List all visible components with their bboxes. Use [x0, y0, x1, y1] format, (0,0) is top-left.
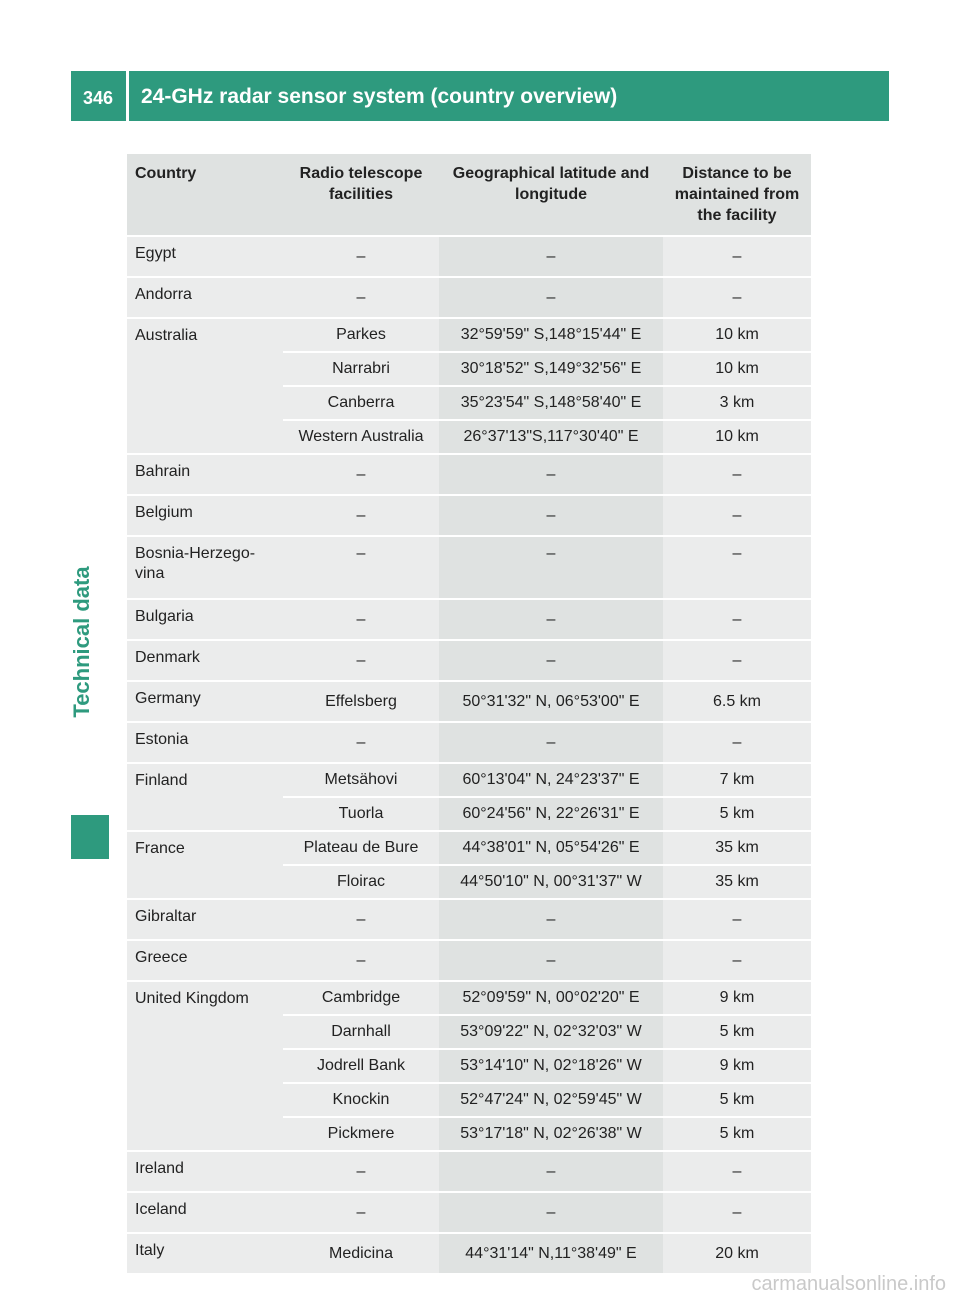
- cell-facility: Jodrell Bank: [283, 1049, 439, 1083]
- cell-distance: 3 km: [663, 386, 811, 420]
- table-row: [127, 722, 811, 763]
- cell-coordinates: 44°50'10" N, 00°31'37" W: [439, 865, 663, 899]
- cell-distance: –: [663, 1192, 811, 1233]
- cell-distance: 35 km: [663, 831, 811, 865]
- table-row: [127, 899, 811, 940]
- cell-coordinates: 52°47'24" N, 02°59'45" W: [439, 1083, 663, 1117]
- cell-coordinates: –: [439, 495, 663, 536]
- table-row: [127, 454, 811, 495]
- section-side-label: Technical data: [69, 566, 94, 718]
- cell-facility: –: [283, 599, 439, 640]
- cell-country: Bulgaria: [127, 599, 283, 640]
- cell-coordinates: 44°38'01" N, 05°54'26" E: [439, 831, 663, 865]
- cell-facility: Western Australia: [283, 420, 439, 454]
- table-header-row: [127, 154, 811, 236]
- cell-country: Greece: [127, 940, 283, 981]
- cell-country: Germany: [127, 681, 283, 722]
- cell-coordinates: –: [439, 536, 663, 599]
- cell-coordinates: –: [439, 277, 663, 318]
- cell-country: Estonia: [127, 722, 283, 763]
- cell-distance: 9 km: [663, 981, 811, 1015]
- table-row: [127, 599, 811, 640]
- cell-coordinates: 30°18'52" S,149°32'56" E: [439, 352, 663, 386]
- cell-country: Denmark: [127, 640, 283, 681]
- section-marker: [71, 815, 109, 859]
- cell-coordinates: –: [439, 599, 663, 640]
- cell-coordinates: –: [439, 454, 663, 495]
- table-row: [127, 763, 811, 797]
- cell-coordinates: –: [439, 640, 663, 681]
- cell-coordinates: 60°13'04" N, 24°23'37" E: [439, 763, 663, 797]
- cell-distance: –: [663, 277, 811, 318]
- cell-facility: –: [283, 236, 439, 277]
- cell-facility: Knockin: [283, 1083, 439, 1117]
- cell-distance: –: [663, 722, 811, 763]
- page-title: 24-GHz radar sensor system (country overview): [141, 85, 618, 108]
- cell-country: Italy: [127, 1233, 283, 1274]
- cell-distance: 5 km: [663, 797, 811, 831]
- watermark: carmanualsonline.info: [751, 1273, 946, 1295]
- cell-country: Iceland: [127, 1192, 283, 1233]
- header-divider: [126, 71, 129, 121]
- cell-distance: 5 km: [663, 1083, 811, 1117]
- cell-country: Bahrain: [127, 454, 283, 495]
- table-row: [127, 236, 811, 277]
- cell-facility: Parkes: [283, 318, 439, 352]
- cell-distance: 10 km: [663, 318, 811, 352]
- header-distance: Distance to be maintained from the facility: [663, 154, 811, 236]
- cell-country: Finland: [127, 763, 283, 831]
- cell-distance: –: [663, 495, 811, 536]
- cell-facility: Medicina: [283, 1233, 439, 1274]
- cell-coordinates: 53°14'10" N, 02°18'26" W: [439, 1049, 663, 1083]
- cell-coordinates: –: [439, 1192, 663, 1233]
- cell-country: France: [127, 831, 283, 899]
- cell-coordinates: –: [439, 899, 663, 940]
- cell-country: Andorra: [127, 277, 283, 318]
- cell-facility: Darnhall: [283, 1015, 439, 1049]
- cell-distance: 9 km: [663, 1049, 811, 1083]
- table-row: [127, 681, 811, 722]
- cell-facility: –: [283, 277, 439, 318]
- cell-country: Bosnia-Herzego-vina: [127, 536, 283, 599]
- cell-facility: –: [283, 722, 439, 763]
- cell-distance: 6.5 km: [663, 681, 811, 722]
- cell-coordinates: 52°09'59" N, 00°02'20" E: [439, 981, 663, 1015]
- cell-distance: 5 km: [663, 1015, 811, 1049]
- cell-facility: Tuorla: [283, 797, 439, 831]
- cell-distance: 35 km: [663, 865, 811, 899]
- cell-distance: 20 km: [663, 1233, 811, 1274]
- cell-facility: Canberra: [283, 386, 439, 420]
- cell-distance: –: [663, 599, 811, 640]
- cell-facility: Floirac: [283, 865, 439, 899]
- cell-distance: –: [663, 899, 811, 940]
- cell-distance: –: [663, 536, 811, 599]
- table-row: [127, 940, 811, 981]
- cell-facility: –: [283, 1151, 439, 1192]
- cell-facility: Cambridge: [283, 981, 439, 1015]
- cell-coordinates: 53°09'22" N, 02°32'03" W: [439, 1015, 663, 1049]
- header-country: Country: [127, 154, 283, 236]
- table-row: [127, 981, 811, 1015]
- cell-distance: –: [663, 640, 811, 681]
- cell-coordinates: –: [439, 940, 663, 981]
- cell-facility: –: [283, 1192, 439, 1233]
- cell-distance: 10 km: [663, 352, 811, 386]
- cell-facility: Metsähovi: [283, 763, 439, 797]
- cell-distance: 10 km: [663, 420, 811, 454]
- header-facilities: Radio telescope facilities: [283, 154, 439, 236]
- cell-country: Ireland: [127, 1151, 283, 1192]
- cell-facility: –: [283, 454, 439, 495]
- cell-coordinates: 50°31'32" N, 06°53'00" E: [439, 681, 663, 722]
- cell-country: Gibraltar: [127, 899, 283, 940]
- cell-distance: –: [663, 236, 811, 277]
- cell-country: Egypt: [127, 236, 283, 277]
- table-body: [127, 236, 811, 1274]
- cell-facility: –: [283, 536, 439, 599]
- cell-distance: –: [663, 940, 811, 981]
- table-row: [127, 831, 811, 865]
- cell-facility: Narrabri: [283, 352, 439, 386]
- country-overview-table: [127, 154, 811, 1275]
- cell-coordinates: 60°24'56" N, 22°26'31" E: [439, 797, 663, 831]
- table-row: [127, 640, 811, 681]
- cell-country: Belgium: [127, 495, 283, 536]
- cell-distance: 5 km: [663, 1117, 811, 1151]
- cell-facility: Pickmere: [283, 1117, 439, 1151]
- cell-coordinates: 35°23'54" S,148°58'40" E: [439, 386, 663, 420]
- table-row: [127, 318, 811, 352]
- cell-coordinates: 32°59'59" S,148°15'44" E: [439, 318, 663, 352]
- cell-coordinates: –: [439, 722, 663, 763]
- cell-country: United Kingdom: [127, 981, 283, 1151]
- page-number: 346: [83, 88, 114, 108]
- cell-coordinates: –: [439, 236, 663, 277]
- header-coordinates: Geographical latitude and longitude: [439, 154, 663, 236]
- cell-facility: –: [283, 899, 439, 940]
- page-header: [71, 71, 889, 121]
- cell-distance: –: [663, 1151, 811, 1192]
- cell-coordinates: 44°31'14" N,11°38'49" E: [439, 1233, 663, 1274]
- table-row: [127, 1151, 811, 1192]
- table-row: [127, 1233, 811, 1274]
- cell-coordinates: –: [439, 1151, 663, 1192]
- table-row: [127, 277, 811, 318]
- cell-facility: Effelsberg: [283, 681, 439, 722]
- cell-facility: –: [283, 940, 439, 981]
- cell-distance: –: [663, 454, 811, 495]
- cell-facility: Plateau de Bure: [283, 831, 439, 865]
- cell-facility: –: [283, 640, 439, 681]
- cell-distance: 7 km: [663, 763, 811, 797]
- table-row: [127, 1192, 811, 1233]
- table-row: [127, 495, 811, 536]
- table-row: [127, 536, 811, 599]
- cell-coordinates: 26°37'13"S,117°30'40" E: [439, 420, 663, 454]
- cell-coordinates: 53°17'18" N, 02°26'38" W: [439, 1117, 663, 1151]
- cell-country: Australia: [127, 318, 283, 454]
- cell-facility: –: [283, 495, 439, 536]
